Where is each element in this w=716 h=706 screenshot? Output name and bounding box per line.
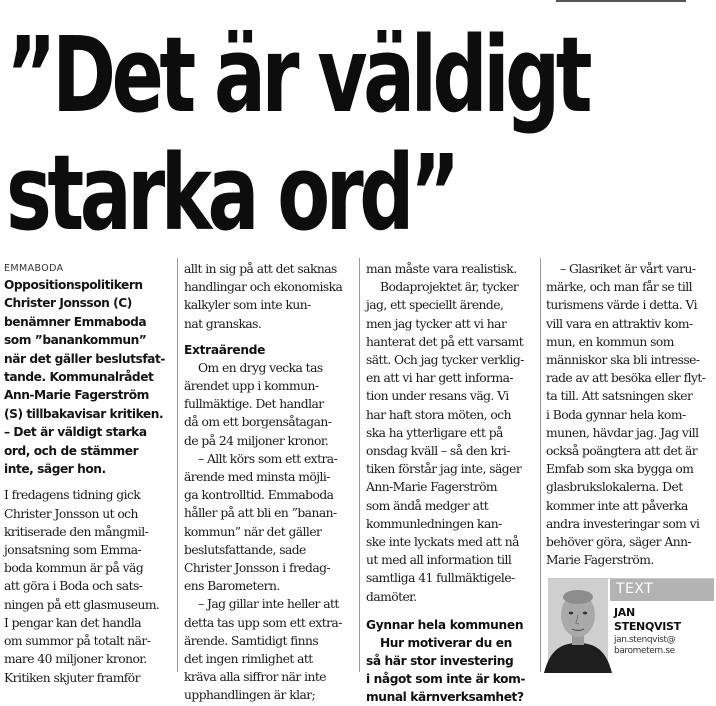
column-rule [359,258,360,672]
question-line: Hur motiverar du en [380,635,512,650]
body-line: de på 24 miljoner kronor. [184,433,329,448]
body-line: Emfab som ska bygga om [546,462,694,477]
ingress-line: benämner Emmaboda [4,314,147,329]
body-line: Bodaprojektet är, tycker [380,280,519,295]
headline [6,14,589,254]
body-line: ärendet upp i kommun- [184,379,319,394]
author-name-line: STENQVIST [614,620,681,633]
body-line: onsdag kväll – så den kri- [366,444,510,459]
body-line: behöver göra, säger Ann- [546,535,692,550]
body-line: ga kontrolltid. Emmaboda [184,488,334,503]
body-line: turismens värde i detta. Vi [546,298,698,313]
ingress-line: som ”banankommun” [4,333,147,348]
question-line: i något som inte är kom- [366,671,526,686]
body-line: det ingen rimlighet att [184,652,313,667]
ingress-line: Oppositionspolitikern [4,278,143,292]
article-column-3 [366,260,534,704]
author-email [614,635,714,657]
author-name [614,606,714,634]
body-line: tiken förstår jag inte, säger [366,462,522,477]
headline-line-2: starka ord” [6,132,457,254]
body-line: ningen på ett glasmuseum. [4,597,160,612]
ingress-line: när det gäller beslutsfat- [4,351,165,366]
body-line: beslutsfattande, sade [184,542,306,557]
column-rule [177,258,178,672]
body-text [184,359,354,705]
body-line: hanterat det på ett varsamt [366,334,524,349]
body-line: upphandlingen är klar; [184,688,316,703]
body-line: en att vi har gett informa- [366,371,513,386]
body-line: mare 40 miljoner kronor. [4,652,147,667]
body-line: märke, och man får se till [546,280,692,295]
body-line: men jag tycker att vi har [366,316,507,331]
body-line: man måste vara realistisk. [366,262,517,276]
body-line: har haft stora möten, och [366,407,511,422]
body-line: ska ha ytterligare ett på [366,425,503,440]
body-line: Marie Fagerström. [546,553,654,568]
body-line: rade av att besöka eller flyt- [546,371,706,386]
body-line: Ann-Marie Fagerström [366,480,498,495]
dateline: EMMABODA [4,263,64,274]
article-column-2 [184,260,354,703]
body-line: – Glasriket är vårt varu- [560,262,696,276]
headline-line-1: ”Det är väldigt [6,14,589,136]
body-line: I pengar kan det handla [4,615,142,630]
body-line: om summor på totalt när- [4,634,151,649]
body-line: allt in sig på att det saknas [184,262,337,276]
body-line: ärende med minsta möjli- [184,470,330,485]
body-text [184,260,354,333]
body-line: I fredagens tidning gick [4,488,141,503]
author-email-line: barometern.se [614,646,675,656]
body-line: jag, ett speciellt ärende, [366,298,504,313]
body-line: kommer inte att påverka [546,498,688,513]
byline-tag: TEXT [610,579,714,601]
body-line: i Boda gynnar hela kom- [546,407,686,422]
ingress-line: Ann-Marie Fagerström [4,388,149,403]
body-line: – Jag gillar inte heller att [198,597,339,612]
ingress-line: Christer Jonsson (C) [4,296,132,311]
body-line: ut med all information till [366,553,512,568]
body-line: som ändå medger att [366,498,489,513]
ingress [4,276,172,478]
body-line: Christer Jonsson i fredag- [184,561,331,576]
body-line: kalkyler som inte kun- [184,298,311,313]
body-line: samtliga 41 fullmäktigele- [366,571,515,586]
body-line: kritiserade den mångmil- [4,524,149,539]
body-text [366,260,534,606]
body-line: ärende. Samtidigt finns [184,633,319,648]
question-line: så här stor investering [366,653,514,668]
subheading: Gynnar hela kommunen [366,617,524,632]
portrait-photo-icon [548,579,608,673]
body-text [4,486,172,686]
body-line: Christer Jonsson ut och [4,506,138,521]
body-line: Kritiken skjuter framför [4,670,140,685]
body-text [546,260,714,569]
body-line: vill vara en attraktiv kom- [546,316,693,331]
column-rule [540,258,541,672]
body-line: andra investeringar som vi [546,516,700,531]
question-line: munal kärnverksamhet? [366,689,524,704]
body-line: också poängtera att det är [546,444,698,459]
body-line: kommun” när det gäller [184,524,322,539]
ingress-line: (S) tillbakavisar kritiken. [4,406,164,421]
subheading: Extraärende [184,342,266,357]
ingress-line: tande. Kommunalrådet [4,370,154,385]
body-line: fullmäktige. Det handlar [184,397,324,412]
interview-question [366,634,534,706]
body-line: att göra i Boda och sats- [4,579,143,594]
body-line: nat granskas. [184,316,262,331]
body-line: sätt. Och jag tycker verklig- [366,353,524,368]
body-line: håller på att bli en ”banan- [184,506,337,521]
byline-box [548,578,714,672]
body-line: jonsatsning som Emma- [4,543,142,558]
body-line: då om ett borgensåtagan- [184,415,332,430]
body-line: handlingar och ekonomiska [184,280,343,295]
body-line: ens Barometern. [184,579,280,594]
body-line: damöter. [366,589,417,604]
body-line: detta tas upp som ett extra- [184,615,342,630]
body-line: boda kommun är på väg [4,561,144,576]
body-line: ske inte lyckats med att nå [366,535,519,550]
body-line: människor ska bli intresse- [546,353,700,368]
body-line: mun, en kommun som [546,334,674,349]
body-line: kräva alla siffror när inte [184,670,326,685]
ingress-line: inte, säger hon. [4,462,106,477]
author-email-line: jan.stenqvist@ [614,635,676,645]
body-line: kommunledningen kan- [366,516,502,531]
top-rule [556,0,686,2]
article-column-1 [4,260,172,685]
body-line: glasbrukslokalerna. Det [546,480,683,495]
ingress-line: ord, och de stämmer [4,443,139,458]
body-line: – Allt körs som ett extra- [198,451,338,466]
body-line: Om en dryg vecka tas [198,360,323,375]
author-name-line: JAN [614,606,635,619]
body-line: ta till. Att satsningen sker [546,389,693,404]
body-line: munen, hävdar jag. Jag vill [546,425,699,440]
body-line: tion under resans väg. Vi [366,389,509,404]
ingress-line: – Det är väldigt starka [4,425,147,440]
